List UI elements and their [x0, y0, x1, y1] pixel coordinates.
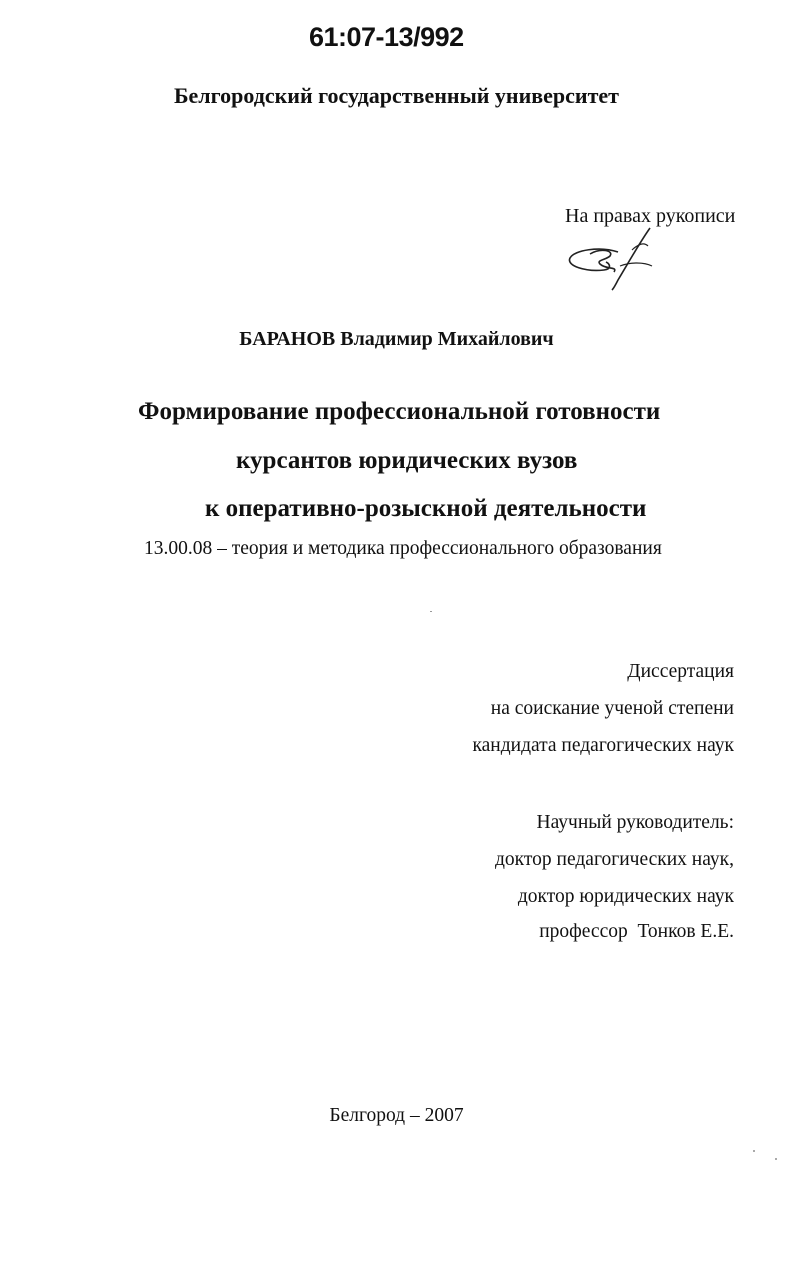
specialty-code: 13.00.08 – теория и методика профессионального образования	[144, 538, 662, 559]
degree-purpose: на соискание ученой степени	[490, 698, 734, 719]
dissertation-title-line-1: Формирование профессиональной готовности	[138, 398, 661, 425]
scan-speck	[753, 1150, 755, 1152]
university-name: Белгородский государственный университет	[174, 83, 619, 108]
degree-name: кандидата педагогических наук	[472, 735, 734, 756]
signature-icon	[560, 222, 670, 292]
scan-speck	[430, 611, 432, 612]
dissertation-title-line-3: к оперативно-розыскной деятельности	[205, 495, 647, 522]
author-name: БАРАНОВ Владимир Михайлович	[239, 328, 554, 350]
supervisor-heading: Научный руководитель:	[536, 812, 734, 833]
scan-speck	[775, 1158, 777, 1160]
catalog-number: 61:07-13/992	[309, 22, 464, 52]
dissertation-label: Диссертация	[627, 661, 734, 682]
city-year: Белгород – 2007	[329, 1105, 464, 1126]
supervisor-name: профессор Тонков Е.Е.	[539, 921, 734, 942]
supervisor-degree-2: доктор юридических наук	[517, 886, 734, 907]
manuscript-note: На правах рукописи	[565, 205, 736, 227]
dissertation-title-line-2: курсантов юридических вузов	[236, 447, 578, 474]
supervisor-degree-1: доктор педагогических наук,	[495, 849, 734, 870]
